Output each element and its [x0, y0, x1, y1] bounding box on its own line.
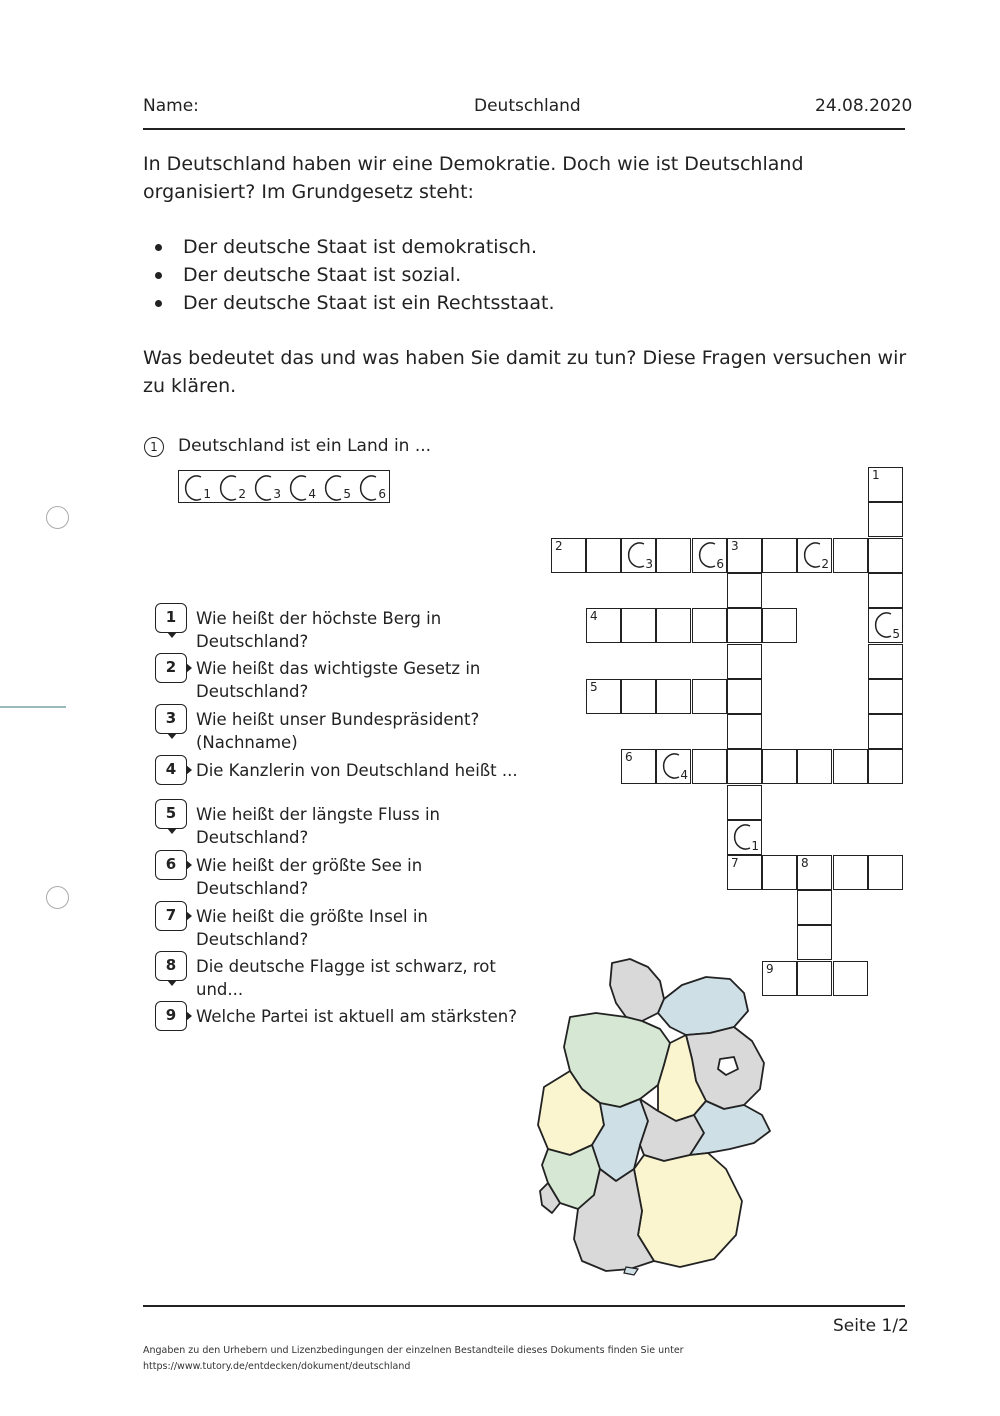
question-badge: 1 — [155, 603, 187, 633]
crossword-cell[interactable] — [727, 749, 762, 784]
header-rule — [143, 128, 905, 130]
bullet-item: Der deutsche Staat ist ein Rechtsstaat. — [143, 289, 555, 317]
solution-slot[interactable]: 3 — [249, 472, 283, 502]
crossword-cell[interactable]: 4 — [656, 749, 691, 784]
crossword-cell[interactable] — [762, 538, 797, 573]
crossword-cell[interactable]: 3 — [727, 538, 762, 573]
crossword-cell[interactable] — [727, 644, 762, 679]
punch-hole-mark — [46, 886, 69, 909]
question-badge: 5 — [155, 799, 187, 829]
crossword-cell[interactable] — [692, 679, 727, 714]
hook-icon — [321, 474, 345, 502]
crossword-cell[interactable]: 8 — [797, 855, 832, 890]
bullet-item: Der deutsche Staat ist demokratisch. — [143, 233, 555, 261]
hook-icon — [286, 474, 310, 502]
crossword-cell[interactable]: 5 — [586, 679, 621, 714]
question-text: Wie heißt die größte Insel in Deutschland? — [196, 907, 428, 949]
question-badge: 4 — [155, 755, 187, 785]
bullet-list — [143, 233, 555, 317]
crossword-cell[interactable] — [762, 855, 797, 890]
crossword-cell[interactable] — [833, 749, 868, 784]
hook-icon — [251, 474, 275, 502]
hook-icon — [181, 474, 205, 502]
crossword-cell[interactable] — [727, 785, 762, 820]
crossword-cell[interactable] — [762, 608, 797, 643]
crossword-cell[interactable]: 9 — [762, 961, 797, 996]
crossword-cell[interactable]: 5 — [868, 608, 903, 643]
crossword-cell[interactable] — [868, 679, 903, 714]
question-text: Die Kanzlerin von Deutschland heißt ... — [196, 761, 518, 780]
crossword-cell[interactable] — [621, 608, 656, 643]
crossword-cell[interactable]: 7 — [727, 855, 762, 890]
document-title: Deutschland — [474, 96, 581, 116]
question-badge: 3 — [155, 704, 187, 734]
hook-icon — [356, 474, 380, 502]
question-text: Wie heißt der größte See in Deutschland? — [196, 856, 423, 898]
crossword-cell[interactable] — [727, 714, 762, 749]
task-text: Deutschland ist ein Land in ... — [178, 436, 432, 456]
crossword-cell[interactable]: 1 — [868, 467, 903, 502]
question-badge: 2 — [155, 653, 187, 683]
document-date: 24.08.2020 — [815, 96, 913, 116]
license-text: Angaben zu den Urhebern und Lizenzbedingungen der einzelnen Bestandteile dieses Dokuments finden Sie unter — [143, 1345, 684, 1356]
crossword-cell[interactable] — [621, 679, 656, 714]
crossword-cell[interactable] — [727, 679, 762, 714]
germany-map — [530, 955, 780, 1285]
crossword-cell[interactable] — [692, 749, 727, 784]
solution-slot[interactable]: 6 — [354, 472, 388, 502]
crossword-cell[interactable] — [797, 925, 832, 960]
solution-slot[interactable]: 1 — [179, 472, 213, 502]
crossword-cell[interactable] — [868, 573, 903, 608]
map-lake — [624, 1267, 638, 1275]
crossword-cell[interactable] — [868, 502, 903, 537]
crossword-cell[interactable]: 6 — [621, 749, 656, 784]
name-label: Name: — [143, 96, 199, 116]
crossword-cell[interactable] — [762, 749, 797, 784]
question-text: Wie heißt das wichtigste Gesetz in Deutschland? — [196, 659, 481, 701]
question-badge: 8 — [155, 951, 187, 981]
intro-question-paragraph: Was bedeutet das und was haben Sie damit zu tun? Diese Fragen versuchen wir zu klären. — [143, 347, 907, 397]
crossword-cell[interactable] — [797, 890, 832, 925]
question-badge: 9 — [155, 1001, 187, 1031]
intro-paragraph: In Deutschland haben wir eine Demokratie. Doch wie ist Deutschland organisiert? Im Grundgesetz steht: — [143, 153, 804, 203]
crossword-cell[interactable] — [797, 961, 832, 996]
solution-box[interactable] — [178, 470, 390, 503]
crossword-cell[interactable] — [868, 749, 903, 784]
crossword-cell[interactable] — [656, 538, 691, 573]
crossword-cell[interactable]: 1 — [727, 820, 762, 855]
crossword-cell[interactable] — [833, 855, 868, 890]
question-text: Wie heißt der höchste Berg in Deutschland? — [196, 609, 442, 651]
crossword-cell[interactable]: 6 — [692, 538, 727, 573]
question-text: Wie heißt der längste Fluss in Deutschland? — [196, 805, 440, 847]
crossword-cell[interactable] — [868, 855, 903, 890]
solution-slot[interactable]: 4 — [284, 472, 318, 502]
crossword-cell[interactable] — [833, 961, 868, 996]
crossword-cell[interactable] — [868, 714, 903, 749]
map-region — [634, 1153, 742, 1267]
question-badge: 6 — [155, 850, 187, 880]
license-url[interactable]: https://www.tutory.de/entdecken/dokument/deutschland — [143, 1361, 411, 1372]
crossword-cell[interactable] — [833, 538, 868, 573]
crossword-cell[interactable] — [727, 608, 762, 643]
crossword-cell[interactable] — [797, 749, 832, 784]
task-number: 1 — [144, 437, 164, 457]
crossword-cell[interactable] — [692, 608, 727, 643]
crossword-cell[interactable]: 4 — [586, 608, 621, 643]
question-text: Die deutsche Flagge ist schwarz, rot und... — [196, 957, 496, 999]
crossword-cell[interactable] — [868, 538, 903, 573]
punch-hole-mark — [46, 506, 69, 529]
solution-slot[interactable]: 2 — [214, 472, 248, 502]
footer-rule — [143, 1305, 905, 1307]
question-text: Welche Partei ist aktuell am stärksten? — [196, 1007, 517, 1026]
crossword-cell[interactable] — [656, 679, 691, 714]
map-region — [610, 959, 664, 1021]
crossword-cell[interactable]: 3 — [621, 538, 656, 573]
fold-mark — [0, 706, 66, 708]
question-text: Wie heißt unser Bundespräsident? (Nachname) — [196, 710, 480, 752]
map-region — [690, 1101, 770, 1155]
hook-icon — [216, 474, 240, 502]
question-badge: 7 — [155, 901, 187, 931]
crossword-cell[interactable]: 2 — [551, 538, 586, 573]
crossword-cell[interactable] — [656, 608, 691, 643]
page-number: Seite 1/2 — [833, 1316, 909, 1336]
crossword-cell[interactable] — [727, 573, 762, 608]
crossword-cell[interactable]: 2 — [797, 538, 832, 573]
bullet-item: Der deutsche Staat ist sozial. — [143, 261, 555, 289]
crossword-cell[interactable] — [868, 644, 903, 679]
solution-slot[interactable]: 5 — [319, 472, 353, 502]
crossword-cell[interactable] — [586, 538, 621, 573]
